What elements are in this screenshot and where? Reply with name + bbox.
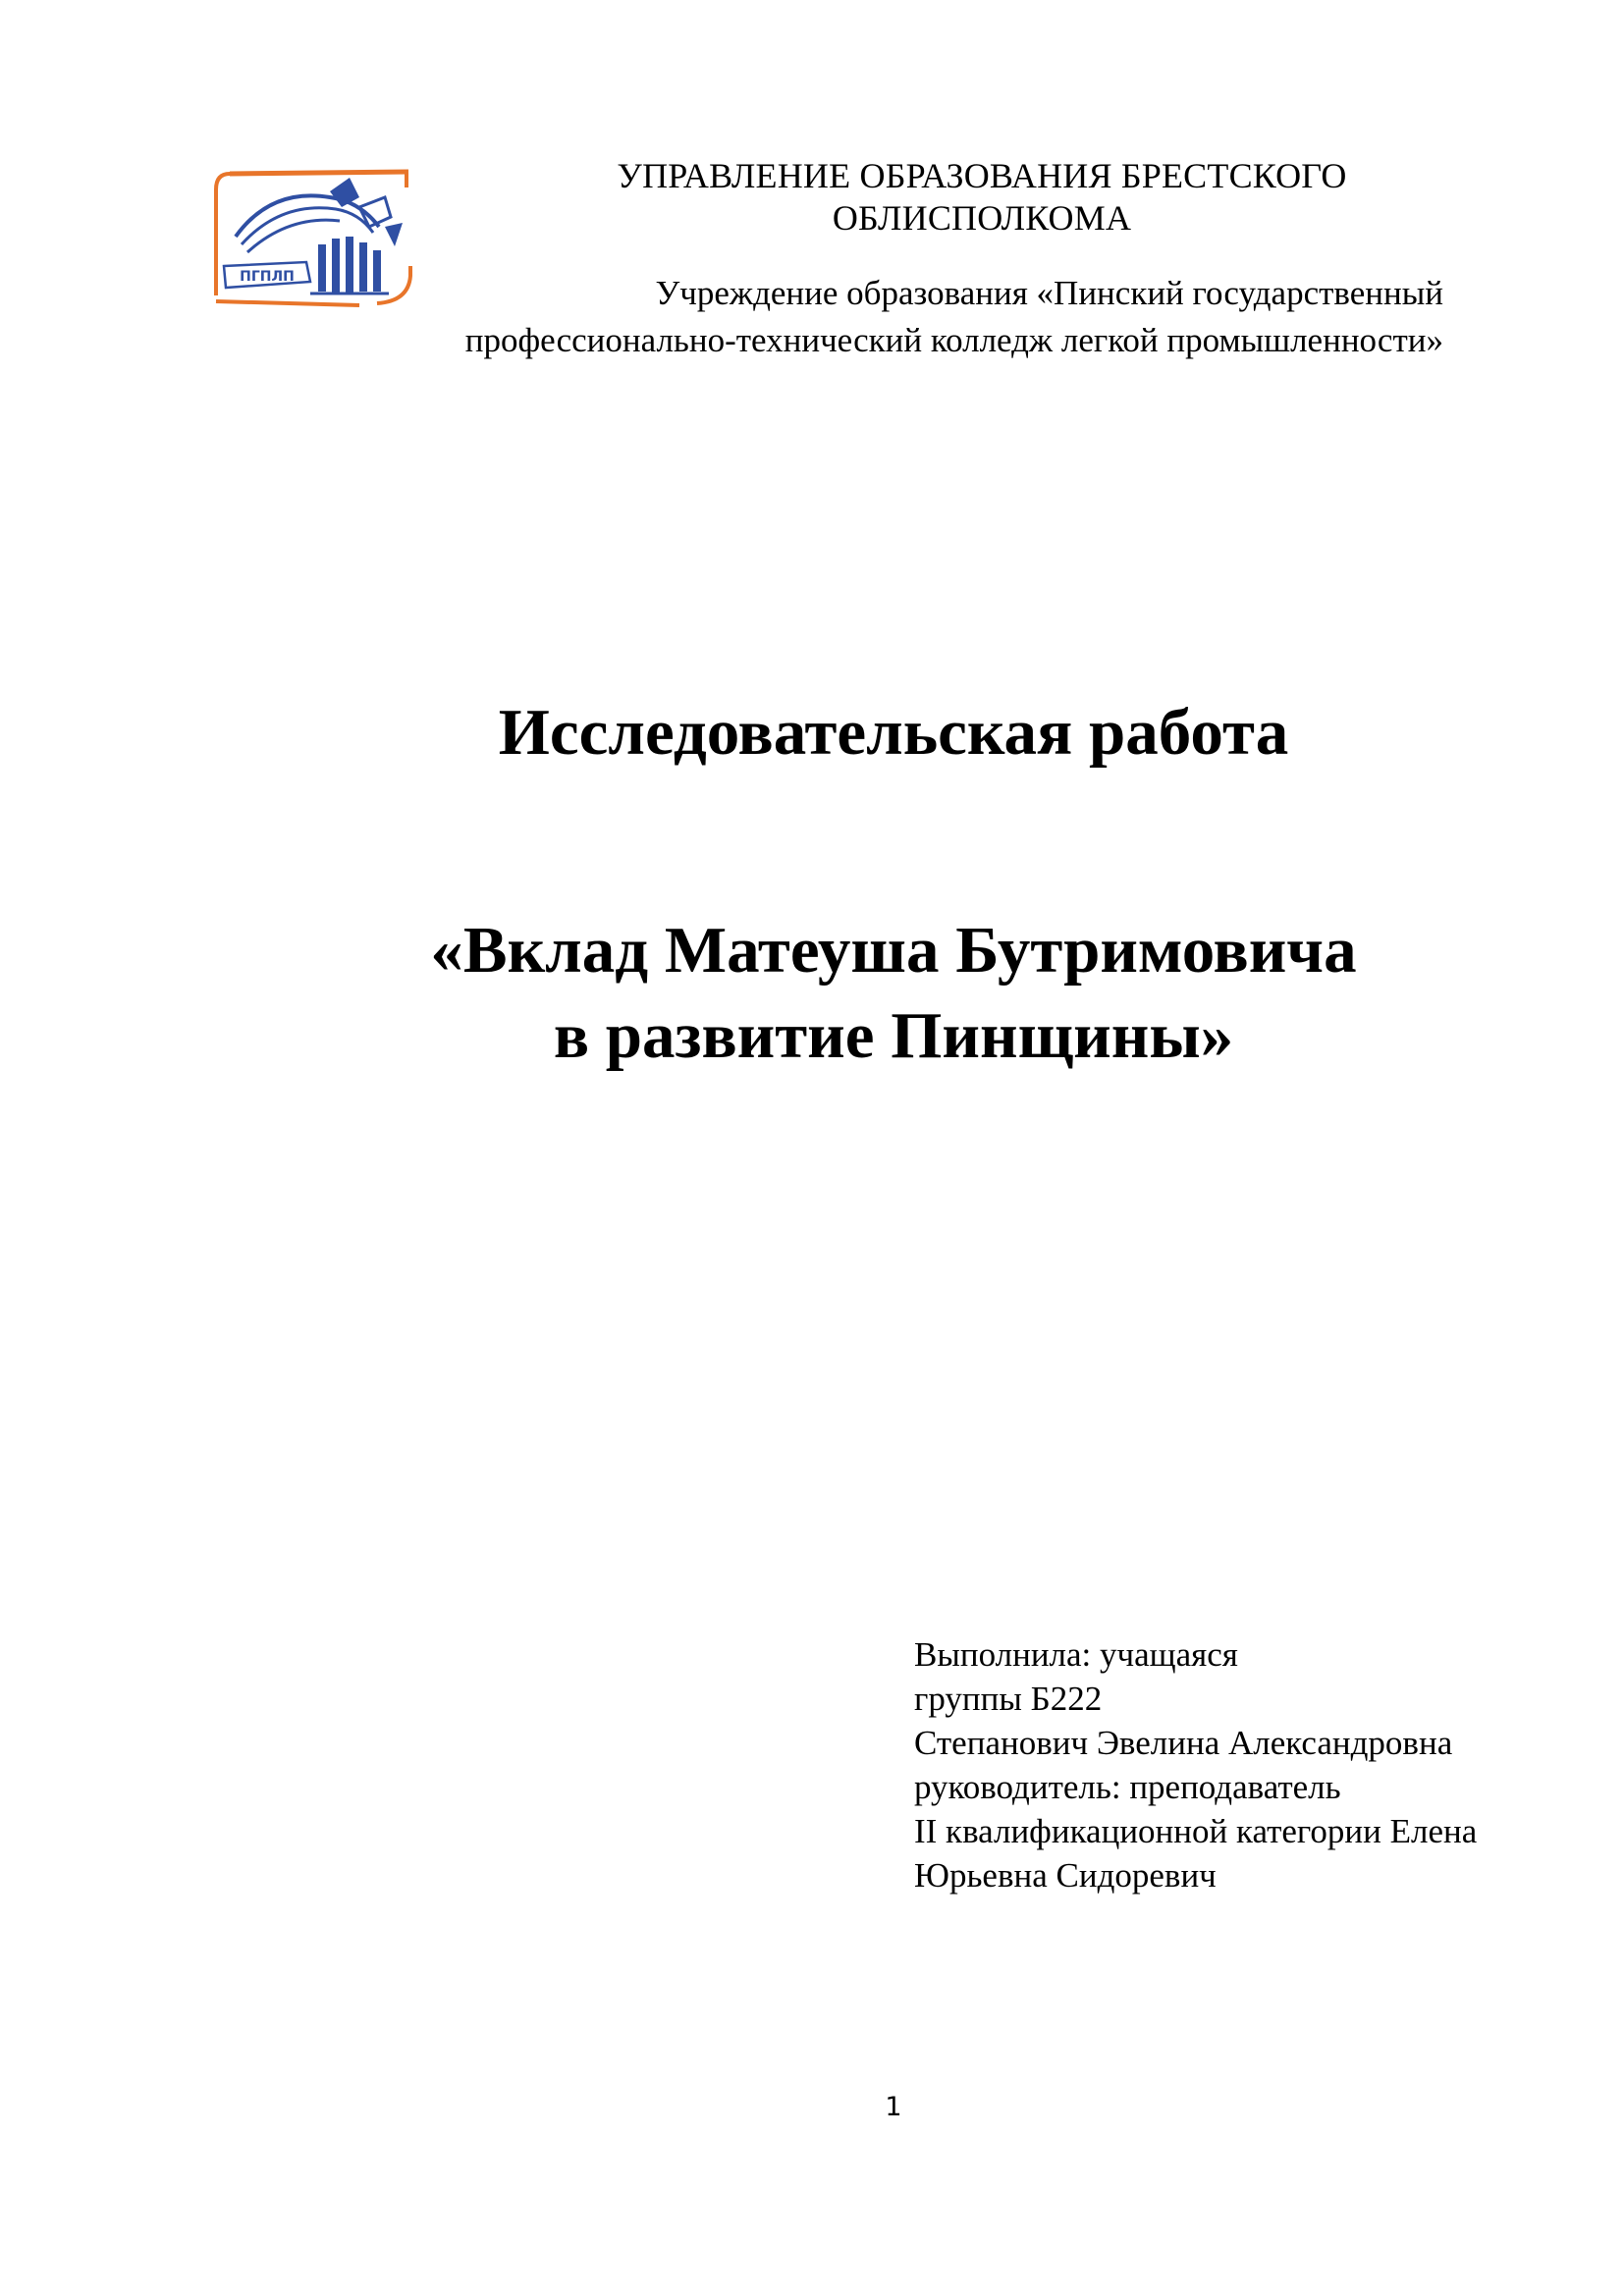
author-line: Выполнила: учащаяся xyxy=(914,1635,1238,1674)
header-institution-line-2: профессионально-технический колледж легкой промышленности» xyxy=(464,321,1443,359)
document-title-line-2: в развитие Пинщины» xyxy=(553,999,1234,1072)
author-block xyxy=(914,1632,1601,1897)
author-line: группы Б222 xyxy=(914,1680,1103,1718)
header-org-line-2: ОБЛИСПОЛКОМА xyxy=(832,198,1132,238)
page-number: 1 xyxy=(885,2092,902,2122)
document-type-heading: Исследовательская работа xyxy=(498,696,1289,769)
svg-text:ПГПЛП: ПГПЛП xyxy=(240,269,295,285)
header-org-line-1: УПРАВЛЕНИЕ ОБРАЗОВАНИЯ БРЕСТСКОГО xyxy=(617,156,1347,195)
author-line: Юрьевна Сидоревич xyxy=(914,1856,1217,1895)
header-organization xyxy=(550,155,1414,240)
author-line: II квалификационной категории Елена xyxy=(914,1812,1478,1850)
header-institution xyxy=(324,270,1443,364)
document-title-line-1: «Вклад Матеуша Бутримовича xyxy=(430,914,1357,987)
header-institution-line-1: Учреждение образования «Пинский государственный xyxy=(655,274,1443,312)
author-line: руководитель: преподаватель xyxy=(914,1768,1341,1806)
author-line: Степанович Эвелина Александровна xyxy=(914,1724,1453,1762)
document-title xyxy=(295,908,1492,1079)
